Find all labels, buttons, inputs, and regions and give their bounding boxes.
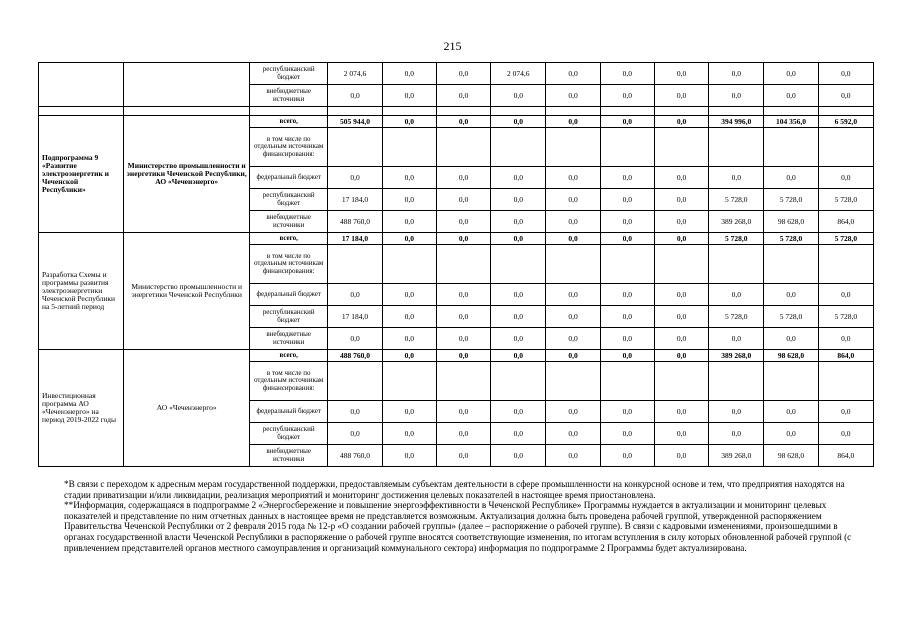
value-cell: 0,0 (546, 284, 600, 306)
funding-source: в том числе по отдельным источникам финансирования: (250, 128, 328, 167)
value-cell: 0,0 (709, 401, 764, 423)
value-cell: 0,0 (491, 211, 546, 233)
value-cell: 0,0 (436, 445, 490, 467)
empty-cell (546, 128, 600, 167)
value-cell: 0,0 (764, 85, 818, 107)
empty-cell (764, 362, 818, 401)
value-cell: 0,0 (546, 116, 600, 128)
funding-source: республиканский бюджет (250, 423, 328, 445)
value-cell: 0,0 (382, 211, 436, 233)
value-cell: 0,0 (600, 211, 654, 233)
value-cell: 0,0 (654, 350, 708, 362)
empty-cell (764, 245, 818, 284)
value-cell: 0,0 (491, 423, 546, 445)
value-cell: 0,0 (491, 167, 546, 189)
funding-source: федеральный бюджет (250, 401, 328, 423)
table-row (39, 350, 874, 362)
value-cell: 0,0 (328, 284, 382, 306)
value-cell: 0,0 (491, 306, 546, 328)
funding-source: внебюджетные источники (250, 85, 328, 107)
value-cell: 0,0 (709, 284, 764, 306)
empty-cell (764, 107, 818, 116)
table-row (39, 116, 874, 128)
value-cell: 0,0 (382, 85, 436, 107)
value-cell: 0,0 (654, 167, 708, 189)
empty-cell (654, 362, 708, 401)
executor-name: Министерство промышленности и энергетики Чеченской Республики (124, 233, 250, 350)
empty-cell (600, 245, 654, 284)
empty-cell (709, 128, 764, 167)
program-name (39, 63, 124, 107)
value-cell: 505 944,0 (328, 116, 382, 128)
empty-cell (491, 362, 546, 401)
value-cell: 0,0 (818, 401, 873, 423)
value-cell: 0,0 (546, 85, 600, 107)
value-cell: 0,0 (764, 328, 818, 350)
value-cell: 0,0 (491, 284, 546, 306)
empty-cell (546, 362, 600, 401)
value-cell: 488 760,0 (328, 211, 382, 233)
value-cell: 0,0 (654, 233, 708, 245)
value-cell: 0,0 (382, 63, 436, 85)
value-cell: 0,0 (600, 423, 654, 445)
value-cell: 0,0 (764, 423, 818, 445)
empty-cell (124, 107, 250, 116)
value-cell: 0,0 (654, 328, 708, 350)
empty-cell (546, 245, 600, 284)
value-cell: 0,0 (491, 328, 546, 350)
value-cell: 0,0 (600, 350, 654, 362)
value-cell: 0,0 (546, 401, 600, 423)
empty-cell (328, 362, 382, 401)
value-cell: 0,0 (709, 328, 764, 350)
value-cell: 0,0 (436, 306, 490, 328)
value-cell: 0,0 (546, 423, 600, 445)
value-cell: 0,0 (600, 116, 654, 128)
value-cell: 0,0 (818, 63, 873, 85)
value-cell: 0,0 (491, 233, 546, 245)
value-cell: 17 184,0 (328, 233, 382, 245)
value-cell: 5 728,0 (709, 233, 764, 245)
value-cell: 0,0 (546, 233, 600, 245)
table-row (39, 63, 874, 85)
empty-cell (709, 245, 764, 284)
value-cell: 0,0 (328, 167, 382, 189)
value-cell: 0,0 (436, 211, 490, 233)
value-cell: 0,0 (818, 328, 873, 350)
value-cell: 0,0 (600, 306, 654, 328)
value-cell: 0,0 (818, 284, 873, 306)
value-cell: 0,0 (491, 401, 546, 423)
funding-source: внебюджетные источники (250, 328, 328, 350)
footnote-1: *В связи с переходом к адресным мерам государственной поддержки, предоставляемым субъектам деятельности в сфере промышленности на конкурсной основе и тем, что предприятия находятся на стадии приватизации и/или ликвидации, реализация мероприятий и мониторинг достижения целевых показателей в настоящее время приостановлена. (64, 479, 845, 500)
value-cell: 5 728,0 (818, 306, 873, 328)
value-cell: 0,0 (818, 423, 873, 445)
table-body (39, 63, 874, 467)
value-cell: 0,0 (436, 423, 490, 445)
value-cell: 0,0 (600, 189, 654, 211)
value-cell: 0,0 (546, 306, 600, 328)
empty-cell (39, 107, 124, 116)
empty-cell (328, 245, 382, 284)
funding-source: федеральный бюджет (250, 284, 328, 306)
table-row (39, 107, 874, 116)
program-name: Разработка Схемы и программы развития электроэнергетики Чеченской Республики на 5-летний период (39, 233, 124, 350)
executor-name: АО «Чеченэнерго» (124, 350, 250, 467)
empty-cell (491, 107, 546, 116)
empty-cell (764, 128, 818, 167)
value-cell: 0,0 (654, 284, 708, 306)
value-cell: 104 356,0 (764, 116, 818, 128)
value-cell: 864,0 (818, 211, 873, 233)
value-cell: 389 268,0 (709, 211, 764, 233)
empty-cell (436, 245, 490, 284)
value-cell: 0,0 (436, 401, 490, 423)
funding-source: республиканский бюджет (250, 63, 328, 85)
value-cell: 864,0 (818, 350, 873, 362)
empty-cell (328, 128, 382, 167)
empty-cell (654, 245, 708, 284)
value-cell: 0,0 (546, 350, 600, 362)
value-cell: 394 996,0 (709, 116, 764, 128)
value-cell: 0,0 (491, 445, 546, 467)
value-cell: 0,0 (709, 167, 764, 189)
funding-source: федеральный бюджет (250, 167, 328, 189)
value-cell: 0,0 (436, 233, 490, 245)
value-cell: 0,0 (709, 63, 764, 85)
value-cell: 0,0 (436, 350, 490, 362)
value-cell: 0,0 (818, 85, 873, 107)
value-cell: 0,0 (654, 306, 708, 328)
empty-cell (491, 245, 546, 284)
page-number: 215 (443, 39, 462, 53)
value-cell: 0,0 (436, 189, 490, 211)
empty-cell (709, 362, 764, 401)
value-cell: 0,0 (328, 328, 382, 350)
value-cell: 0,0 (600, 63, 654, 85)
value-cell: 0,0 (654, 85, 708, 107)
value-cell: 0,0 (382, 233, 436, 245)
value-cell: 0,0 (546, 189, 600, 211)
value-cell: 0,0 (382, 189, 436, 211)
value-cell: 0,0 (546, 63, 600, 85)
empty-cell (600, 128, 654, 167)
value-cell: 0,0 (600, 167, 654, 189)
funding-source: всего, (250, 233, 328, 245)
empty-cell (436, 362, 490, 401)
executor-name: Министерство промышленности и энергетики Чеченской Республики, АО «Чеченэнерго» (124, 116, 250, 233)
value-cell: 0,0 (654, 401, 708, 423)
footnote-2: **Информация, содержащаяся в подпрограмме 2 «Энергосбережение и повышение энергоэффективности в Чеченской Республике» Программы нуждается в актуализации и мониторинг целевых показателей и представление по ним отчетных данных в настоящее время не представляется возможным. Актуализация должна быть проведена рабочей группой, утвержденной распоряжением Правительства Чеченской Республики от 2 февраля 2015 года № 12-р «О создании рабочей группы» (далее – распоряжение о рабочей группе). В связи с кадровыми изменениями, произошедшими в органах государственной власти Чеченской Республики в распоряжение о рабочей группе вносятся соответствующие изменения, по итогам вступления в силу которых обновленной рабочей группой (с привлечением представителей органов местного самоуправления и организаций коммунального сектора) информация по подпрограмме 2 Программы будет актуализирована. (64, 500, 852, 553)
value-cell: 0,0 (382, 350, 436, 362)
value-cell: 0,0 (491, 350, 546, 362)
empty-cell (250, 107, 328, 116)
value-cell: 17 184,0 (328, 189, 382, 211)
value-cell: 5 728,0 (818, 189, 873, 211)
empty-cell (654, 128, 708, 167)
value-cell: 98 628,0 (764, 350, 818, 362)
value-cell: 0,0 (382, 328, 436, 350)
value-cell: 0,0 (546, 328, 600, 350)
value-cell: 0,0 (436, 85, 490, 107)
value-cell: 0,0 (600, 85, 654, 107)
value-cell: 0,0 (546, 211, 600, 233)
value-cell: 488 760,0 (328, 445, 382, 467)
value-cell: 389 268,0 (709, 350, 764, 362)
value-cell: 0,0 (491, 189, 546, 211)
value-cell: 98 628,0 (764, 445, 818, 467)
empty-cell (382, 362, 436, 401)
empty-cell (436, 107, 490, 116)
value-cell: 0,0 (709, 85, 764, 107)
value-cell: 0,0 (709, 423, 764, 445)
funding-source: внебюджетные источники (250, 445, 328, 467)
value-cell: 5 728,0 (764, 189, 818, 211)
empty-cell (654, 107, 708, 116)
value-cell: 17 184,0 (328, 306, 382, 328)
value-cell: 0,0 (328, 85, 382, 107)
empty-cell (491, 128, 546, 167)
value-cell: 0,0 (382, 445, 436, 467)
empty-cell (818, 362, 873, 401)
funding-source: республиканский бюджет (250, 306, 328, 328)
empty-cell (436, 128, 490, 167)
value-cell: 0,0 (600, 233, 654, 245)
value-cell: 0,0 (764, 284, 818, 306)
funding-source: в том числе по отдельным источникам финансирования: (250, 245, 328, 284)
value-cell: 5 728,0 (709, 189, 764, 211)
program-name: Инвестиционная программа АО «Чеченэнерго» на период 2019-2022 годы (39, 350, 124, 467)
table-row (39, 233, 874, 245)
value-cell: 0,0 (436, 328, 490, 350)
value-cell: 0,0 (436, 167, 490, 189)
value-cell: 0,0 (382, 167, 436, 189)
value-cell: 389 268,0 (709, 445, 764, 467)
value-cell: 5 728,0 (764, 306, 818, 328)
value-cell: 0,0 (382, 284, 436, 306)
value-cell: 0,0 (654, 189, 708, 211)
value-cell: 0,0 (654, 445, 708, 467)
empty-cell (818, 128, 873, 167)
value-cell: 0,0 (328, 401, 382, 423)
value-cell: 0,0 (491, 116, 546, 128)
empty-cell (818, 245, 873, 284)
value-cell: 488 760,0 (328, 350, 382, 362)
value-cell: 0,0 (382, 401, 436, 423)
value-cell: 0,0 (600, 328, 654, 350)
funding-source: в том числе по отдельным источникам финансирования: (250, 362, 328, 401)
value-cell: 0,0 (764, 167, 818, 189)
value-cell: 0,0 (382, 423, 436, 445)
footnotes (64, 479, 864, 553)
executor-name (124, 63, 250, 107)
value-cell: 0,0 (546, 445, 600, 467)
value-cell: 0,0 (764, 63, 818, 85)
value-cell: 0,0 (546, 167, 600, 189)
value-cell: 0,0 (382, 116, 436, 128)
value-cell: 0,0 (491, 85, 546, 107)
empty-cell (546, 107, 600, 116)
value-cell: 2 074,6 (328, 63, 382, 85)
empty-cell (600, 107, 654, 116)
funding-source: внебюджетные источники (250, 211, 328, 233)
value-cell: 0,0 (654, 63, 708, 85)
value-cell: 0,0 (600, 445, 654, 467)
value-cell: 0,0 (764, 401, 818, 423)
empty-cell (709, 107, 764, 116)
program-name: Подпрограмма 9 «Развитие электроэнергетик и Чеченской Республики» (39, 116, 124, 233)
value-cell: 0,0 (654, 211, 708, 233)
funding-source: всего, (250, 116, 328, 128)
funding-source: всего, (250, 350, 328, 362)
value-cell: 0,0 (600, 401, 654, 423)
value-cell: 0,0 (436, 284, 490, 306)
value-cell: 5 728,0 (818, 233, 873, 245)
value-cell: 0,0 (654, 423, 708, 445)
value-cell: 98 628,0 (764, 211, 818, 233)
empty-cell (382, 245, 436, 284)
funding-source: республиканский бюджет (250, 189, 328, 211)
empty-cell (382, 107, 436, 116)
empty-cell (600, 362, 654, 401)
budget-table (38, 62, 874, 467)
value-cell: 864,0 (818, 445, 873, 467)
value-cell: 5 728,0 (709, 306, 764, 328)
value-cell: 5 728,0 (764, 233, 818, 245)
value-cell: 0,0 (436, 63, 490, 85)
value-cell: 0,0 (436, 116, 490, 128)
empty-cell (382, 128, 436, 167)
value-cell: 0,0 (600, 284, 654, 306)
value-cell: 0,0 (654, 116, 708, 128)
value-cell: 0,0 (818, 167, 873, 189)
empty-cell (818, 107, 873, 116)
empty-cell (328, 107, 382, 116)
value-cell: 2 074,6 (491, 63, 546, 85)
value-cell: 0,0 (382, 306, 436, 328)
value-cell: 0,0 (328, 423, 382, 445)
value-cell: 6 592,0 (818, 116, 873, 128)
